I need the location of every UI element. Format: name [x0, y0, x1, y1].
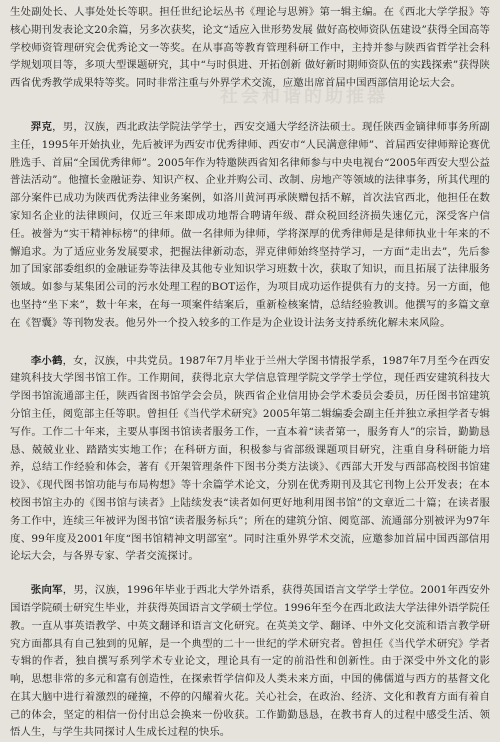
person-name: 李小鹤 — [30, 354, 63, 367]
section-gap — [10, 333, 490, 353]
bio-paragraph-yike — [10, 119, 490, 333]
bio-text: ，男，汉族，西北政法学院法学学士，西安交通大学经济法硕士。现任陕西金镝律师事务所副主任，1995年开始执业，先后被评为西安市优秀律师、西安市“人民满意律师”、首届西安律师辩论赛优胜选手、首届“全国优秀律师”。2005年作为特邀陕西省知名律师参与中央电视台“2005年西安大型公益普法活动”。他擅长金融证券、知识产权、企业并购公司、改制、房地产等领域的法律事务，所其代理的部分案件已成功为陕西优秀法律业务案例，如洛川黄河再承陕赠包括不解，首次法官西北，他担任在数家知名企业的法律顾问，仅近三年来即成功地帮合聘请年级、群众税回经济损失速亿元，深受客户信任。被誉为“实干精神标榜”的律师。做一名律师为律师，学将深厚的优秀律师是是律师执业十年来的不懈追求。为了适应业务发展要求，把握法律新动态，羿克律师始终坚持学习，一方面“走出去”，先后参加了国家部委组织的金融证券等法律及其他专业知识学习班数十次，获取了知识，而且拓展了法律服务领域。如参与某集团公司的污水处理工程的BOT运作，为项目成功运作提供有力的支持。另一方面，他也坚持“坐下来”，数十年来，在每一项案件结案后，重新检核案情，总结经验教训。他撰写的多篇文章在《智囊》等刊物发表。他另外一个投入较多的工作是为企业设计法务支持系统化解未来风险。 — [10, 120, 490, 329]
paragraph-intro — [10, 4, 490, 93]
person-name: 羿克 — [30, 120, 53, 133]
bio-text: ，男，汉族，1996年毕业于西北大学外语系，获得英国语言文学学士学位。2001年西安外国语学院硕士研究生毕业，并获得英国语言文学硕士学位。1996年至今在西北政法大学法律外语学院任教。一直从事英语教学、中英文翻译和语言文化研究。在英美文学、翻译、中外文化交流和语言教学研究方面都具有自己独到的见解，是一个典型的二十一世纪的学术研究者。曾担任《当代学术研究》学者专辑的作者，独自撰写系列学术专业论文，理论具有一定的前沿性和创新性。由于深受中外文化的影响，思想非常的多元和富有创造性，在探索哲学信仰及人类未来方面，中国的佛儒道与西方的基督文化在其大脑中进行着激烈的碰撞，不停的闪耀着火花。关心社会，在政治、经济、文化和教育方面有着自己的体会，坚定的相信一份付出总会换来一份收获。工作勤勤恳恳，在教书育人的过程中感受生活、领悟人生，与学生共同探讨人生成长过程的快乐。 — [10, 584, 490, 739]
section-gap — [10, 566, 490, 582]
paragraph-intro-text: 生处副处长、人事处处长等职。担任世纪论坛丛书《理论与思辨》第一辑主编。在《西北大学学报》等核心期刊发表论文20余篇，另多次获奖，论文“适应入世形势发展 做好高校师资队伍建设”获得全国高等学校师资管理研究会优秀论文一等奖。在从事高等教育管理科研工作中，主持并参与陕西省哲学社会科学规划项目等，多项大型课题研究，其中“与时俱进、开拓创新 做好新时期师资队伍的实践探索”获得陕西省优秀教学成果特等奖。同时非常注重与外界学术交流，应邀出席首届中国西部信用论坛大会。 — [10, 6, 490, 90]
background-watermark: 社会和谐的助推器 — [220, 86, 388, 107]
bio-text: ，女，汉族，中共党员。1987年7月毕业于兰州大学图书情报学系，1987年7月至今在西安建筑科技大学图书馆工作。工作期间，获得北京大学信息管理学院文学学士学位，现任西安建筑科技大学图书馆流通部主任，陕西省图书馆学会会员，陕西省企业信用协会学术委员会委员，历任图书馆建筑分馆主任，阅览部主任等职。曾担任《当代学术研究》2005年第二辑编委会副主任并独立承担学者专辑写作。工作二十年来，主要从事图书馆读者服务工作，一直本着“读者第一，服务育人”的宗旨，勤勤恳恳、兢兢业业、踏踏实实地工作；在科研方面，积极参与省部级课题项目研究，注重自身科研能力培养，总结工作经验和体会，著有《开架管理条件下图书分类方法谈》、《西部大开发与西部高校图书馆建设》、《现代图书馆功能与布局构想》等十余篇学术论文，分别在优秀期刊及其它刊物上公开发表；在本校图书馆主办的《图书馆与读者》上陆续发表“读者如何更好地利用图书馆”的文章近二十篇；在读者服务工作中，连续三年被评为图书馆“读者服务标兵”；所在的建筑分馆、阅览部、流通部分别被评为97年度、99年度及2001年度“图书馆精神文明部室”。同时注重外界学术交流，应邀参加首届中国西部信用论坛大会，与各界专家、学者交流探讨。 — [10, 354, 490, 563]
bio-paragraph-zhangxiangjun — [10, 582, 490, 742]
bio-paragraph-lixiaohe — [10, 353, 490, 567]
section-gap — [10, 93, 490, 119]
person-name: 张向军 — [30, 584, 63, 597]
